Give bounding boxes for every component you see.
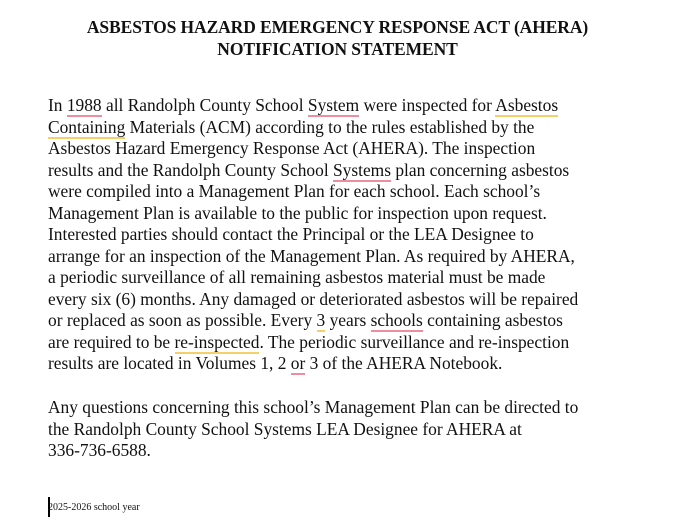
spelling-mark[interactable]: System bbox=[307, 95, 360, 115]
grammar-mark[interactable]: 3 bbox=[316, 310, 326, 330]
text-line: were compiled into a Management Plan for each school. Each school’s bbox=[48, 181, 541, 201]
text-line: arrange for an inspection of the Management Plan. As required by AHERA, bbox=[48, 245, 575, 266]
spelling-mark[interactable]: or bbox=[290, 353, 306, 373]
text-line: or replaced as soon as possible. Every 3 years schools containing asbestos bbox=[48, 310, 563, 330]
paragraph-inspection-info[interactable] bbox=[48, 95, 638, 375]
spelling-mark[interactable]: 1988 bbox=[66, 95, 102, 115]
document-title-line-2: NOTIFICATION STATEMENT bbox=[217, 39, 458, 59]
footer-school-year[interactable]: 2025-2026 school year bbox=[48, 502, 140, 513]
text-line: results and the Randolph County School Systems plan concerning asbestos bbox=[48, 159, 570, 180]
text-line: 336-736-6588. bbox=[48, 440, 151, 460]
text-line: are required to be re-inspected. The periodic surveillance and re-inspection bbox=[48, 331, 570, 352]
text-line: Asbestos Hazard Emergency Response Act (AHERA). The inspection bbox=[48, 138, 536, 158]
text-line: a periodic surveillance of all remaining asbestos material must be made bbox=[48, 267, 546, 287]
text-line: Interested parties should contact the Principal or the LEA Designee to bbox=[48, 224, 534, 244]
text-line: Management Plan is available to the public for inspection upon request. bbox=[48, 202, 547, 223]
grammar-mark[interactable]: Containing bbox=[48, 116, 126, 137]
text-line: Containing Materials (ACM) according to the rules established by the bbox=[48, 116, 535, 137]
grammar-mark[interactable]: Asbestos bbox=[495, 95, 559, 115]
text-line: In 1988 all Randolph County School System were inspected for Asbestos bbox=[48, 95, 559, 115]
paragraph-contact-info[interactable] bbox=[48, 397, 638, 462]
grammar-mark[interactable]: re-inspected bbox=[174, 331, 260, 352]
text-line: results are located in Volumes 1, 2 or 3 of the AHERA Notebook. bbox=[48, 353, 503, 373]
spelling-mark[interactable]: schools bbox=[370, 310, 423, 330]
document-title-line-1: ASBESTOS HAZARD EMERGENCY RESPONSE ACT (AHERA) bbox=[86, 17, 589, 37]
text-line: Any questions concerning this school’s Management Plan can be directed to bbox=[48, 397, 579, 417]
spelling-mark[interactable]: Systems bbox=[333, 159, 391, 180]
text-line: every six (6) months. Any damaged or deteriorated asbestos will be repaired bbox=[48, 288, 579, 309]
text-line: the Randolph County School Systems LEA Designee for AHERA at bbox=[48, 418, 522, 439]
